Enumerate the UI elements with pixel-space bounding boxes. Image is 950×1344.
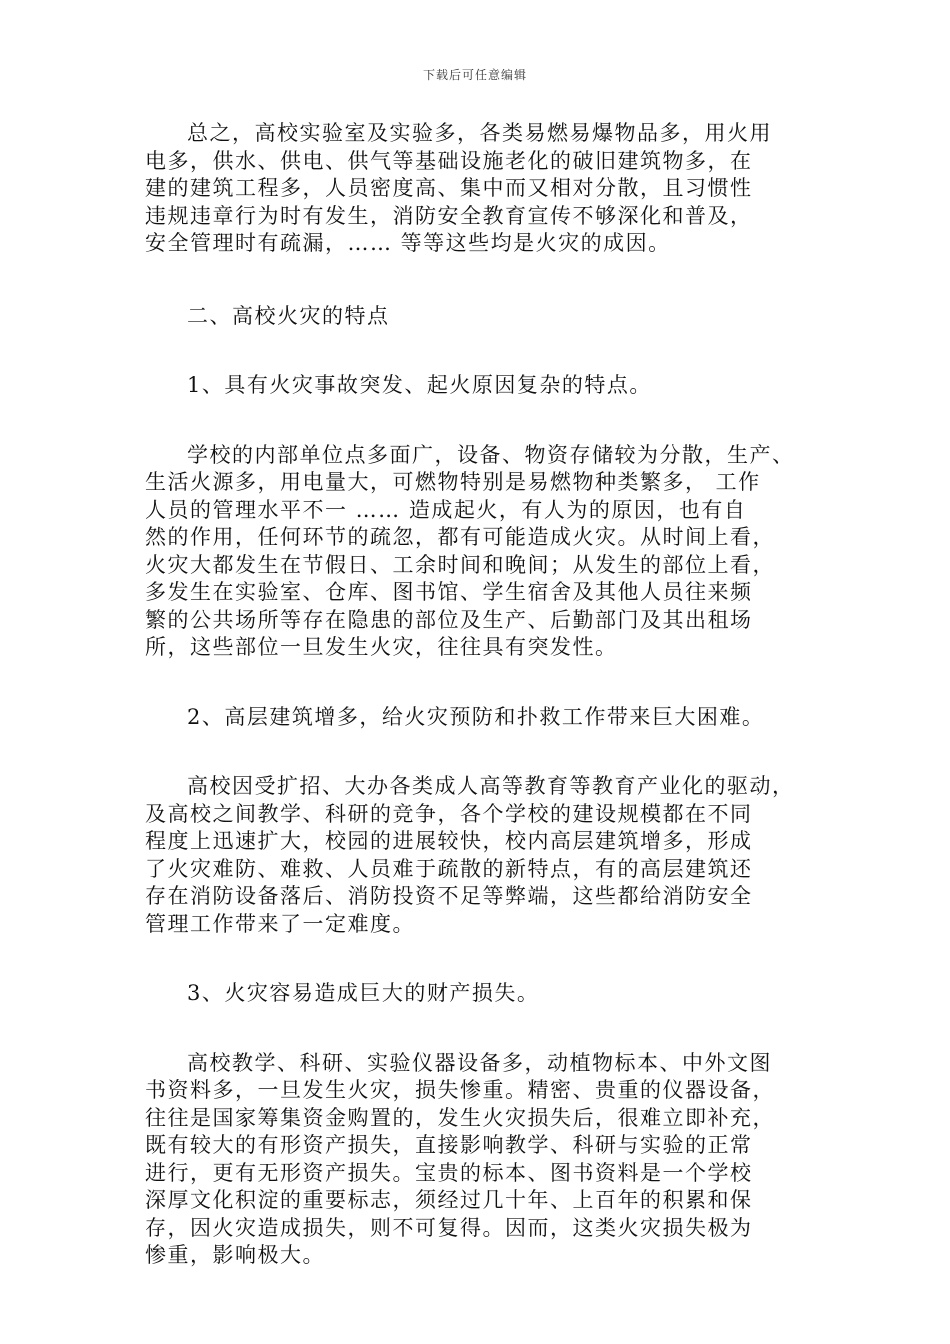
- paragraph-line: 深厚文化积淀的重要标志，须经过几十年、上百年的积累和保: [145, 1188, 753, 1212]
- paragraph-line: 人员的管理水平不一 …… 造成起火，有人为的原因，也有自: [145, 497, 747, 522]
- paragraph-summary: [145, 120, 820, 258]
- paragraph-line: 总之，高校实验室及实验多，各类易燃易爆物品多，用火用: [187, 121, 772, 145]
- paragraph-line: 管理工作带来了一定难度。: [145, 911, 415, 936]
- paragraph-line: 既有较大的有形资产损失，直接影响教学、科研与实验的正常: [145, 1133, 753, 1157]
- paragraph-line: 程度上迅速扩大，校园的进展较快，校内高层建筑增多，形成: [145, 829, 753, 853]
- paragraph-line: 建的建筑工程多，人员密度高、集中而又相对分散，且习惯性: [145, 176, 753, 200]
- paragraph-line: 火灾大都发生在节假日、工余时间和晚间；从发生的部位上看，: [145, 552, 775, 577]
- paragraph-line: 高校因受扩招、大办各类成人高等教育等教育产业化的驱动，: [187, 774, 795, 798]
- paragraph-line: 所，这些部位一旦发生火灾，往往具有突发性。: [145, 635, 618, 659]
- paragraph-line: 生活火源多，用电量大，可燃物特别是易燃物种类繁多， 工作: [145, 470, 761, 494]
- document-body: [145, 120, 820, 1270]
- section-heading: 二、高校火灾的特点: [187, 303, 390, 328]
- paragraph-line: 学校的内部单位点多面广，设备、物资存储较为分散，生产、: [187, 442, 795, 467]
- paragraph-line: 多发生在实验室、仓库、图书馆、学生宿舍及其他人员往来频: [145, 580, 753, 604]
- paragraph-line: 高校教学、科研、实验仪器设备多，动植物标本、中外文图: [187, 1050, 772, 1075]
- paragraph-line: 违规违章行为时有发生，消防安全教育宣传不够深化和普及，: [145, 203, 753, 228]
- paragraph-line: 安全管理时有疏漏，…… 等等这些均是火灾的成因。: [145, 231, 671, 255]
- paragraph-line: 电多，供水、供电、供气等基础设施老化的破旧建筑物多，在: [145, 148, 753, 173]
- paragraph-line: 存在消防设备落后、消防投资不足等弊端，这些都给消防安全: [145, 884, 753, 908]
- paragraph-line: 存，因火灾造成损失，则不可复得。因而，这类火灾损失极为: [145, 1215, 753, 1240]
- subsection-heading-1: 1、具有火灾事故突发、起火原因复杂的特点。: [187, 373, 652, 397]
- paragraph-line: 及高校之间教学、科研的竞争，各个学校的建设规模都在不同: [145, 801, 753, 826]
- paragraph-feature-2: [145, 773, 820, 938]
- paragraph-line: 了火灾难防、难救、人员难于疏散的新特点，有的高层建筑还: [145, 856, 753, 881]
- paragraph-line: 书资料多，一旦发生火灾，损失惨重。精密、贵重的仪器设备，: [145, 1078, 775, 1102]
- subsection-heading-2: 2、高层建筑增多，给火灾预防和扑救工作带来巨大困难。: [187, 704, 765, 729]
- paragraph-feature-1: [145, 442, 820, 662]
- paragraph-line: 往往是国家筹集资金购置的，发生火灾损失后，很难立即补充，: [145, 1105, 775, 1130]
- paragraph-line: 进行，更有无形资产损失。宝贵的标本、图书资料是一个学校: [145, 1160, 753, 1185]
- paragraph-line: 惨重，影响极大。: [145, 1243, 325, 1267]
- header-note: 下载后可任意编辑: [422, 68, 527, 82]
- paragraph-line: 然的作用，任何环节的疏忽，都有可能造成火灾。从时间上看，: [145, 525, 775, 549]
- paragraph-feature-3: [145, 1050, 820, 1270]
- paragraph-line: 繁的公共场所等存在隐患的部位及生产、后勤部门及其出租场: [145, 607, 753, 632]
- subsection-heading-3: 3、火灾容易造成巨大的财产损失。: [187, 981, 540, 1005]
